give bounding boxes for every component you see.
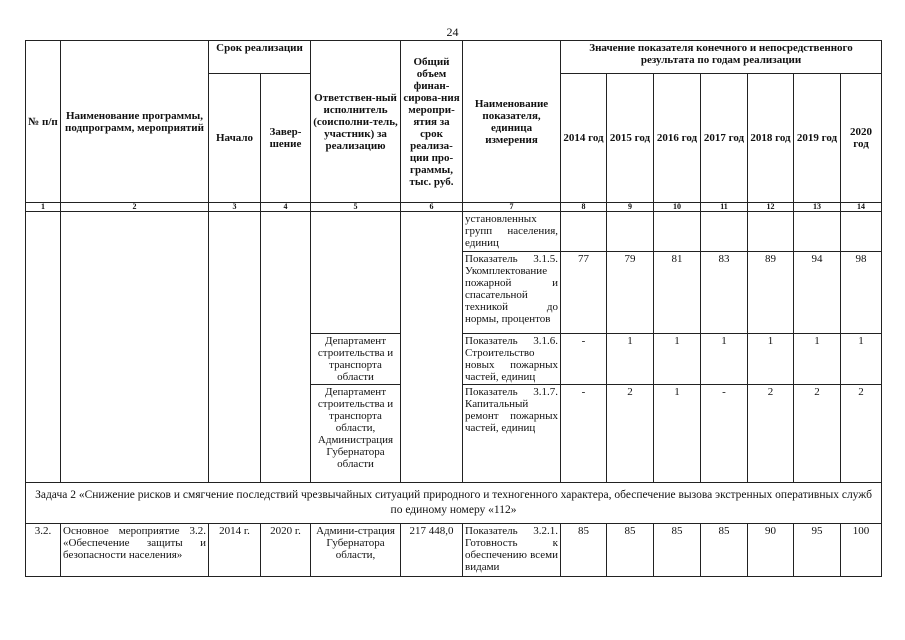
- cell-responsible: Департамент строительства и транспорта области, Администрация Губернатора области: [311, 385, 401, 483]
- section-title: Задача 2 «Снижение рисков и смягчение последствий чрезвычайных ситуаций природного и техногенного характера, обеспечение вызова экстренных оперативных служб по единому номеру «112»: [26, 483, 882, 524]
- cell-value: 1: [748, 334, 794, 385]
- column-number: 6: [401, 203, 463, 212]
- header-year: 2019 год: [794, 74, 841, 203]
- header-volume: Общий объем финан-сирова-ния меропри-ятия за срок реализа-ции про-граммы, тыс. руб.: [401, 41, 463, 203]
- cell-value: 1: [841, 334, 882, 385]
- cell-value: 2: [748, 385, 794, 483]
- column-number: 13: [794, 203, 841, 212]
- header-num: № п/п: [26, 41, 61, 203]
- cell-indicator: Показатель 3.2.1. Готовность к обеспечению всеми видами: [463, 524, 561, 577]
- column-number: 14: [841, 203, 882, 212]
- table-row: [26, 524, 882, 577]
- cell-indicator: Показатель 3.1.5. Укомплектование пожарной и спасательной техникой до нормы, процентов: [463, 252, 561, 334]
- cell-start: 2014 г.: [209, 524, 261, 577]
- cell-indicator: Показатель 3.1.7. Капитальный ремонт пожарных частей, единиц: [463, 385, 561, 483]
- cell-name: Основное мероприятие 3.2. «Обеспечение защиты и безопасности населения»: [61, 524, 209, 577]
- cell-value: 2: [607, 385, 654, 483]
- cell-name: [61, 212, 209, 483]
- cell-value: 85: [607, 524, 654, 577]
- cell-value: 90: [748, 524, 794, 577]
- header-term-end: Завер-шение: [261, 74, 311, 203]
- header-term: Срок реализации: [209, 41, 311, 74]
- cell-value: [701, 212, 748, 252]
- cell-value: -: [701, 385, 748, 483]
- header-year: 2015 год: [607, 74, 654, 203]
- column-number: 12: [748, 203, 794, 212]
- column-number: 1: [26, 203, 61, 212]
- cell-value: 85: [701, 524, 748, 577]
- cell-responsible: [311, 212, 401, 334]
- cell-value: [748, 212, 794, 252]
- cell-value: [561, 212, 607, 252]
- cell-responsible: Департамент строительства и транспорта области: [311, 334, 401, 385]
- cell-value: 2: [794, 385, 841, 483]
- column-number: 8: [561, 203, 607, 212]
- cell-value: 1: [607, 334, 654, 385]
- header-responsible: Ответствен-ный исполнитель (соисполни-тель, участник) за реализацию: [311, 41, 401, 203]
- cell-value: 1: [701, 334, 748, 385]
- cell-value: [654, 212, 701, 252]
- header-term-start: Начало: [209, 74, 261, 203]
- cell-value: 1: [794, 334, 841, 385]
- column-number: 7: [463, 203, 561, 212]
- column-number: 9: [607, 203, 654, 212]
- cell-value: 98: [841, 252, 882, 334]
- cell-value: 81: [654, 252, 701, 334]
- cell-start: [209, 212, 261, 483]
- header-year: 2020 год: [841, 74, 882, 203]
- cell-indicator: Показатель 3.1.6. Строительство новых пожарных частей, единиц: [463, 334, 561, 385]
- cell-value: 89: [748, 252, 794, 334]
- cell-end: 2020 г.: [261, 524, 311, 577]
- cell-indicator: установленных групп населения, единиц: [463, 212, 561, 252]
- cell-value: 85: [654, 524, 701, 577]
- header-year: 2017 год: [701, 74, 748, 203]
- cell-value: 94: [794, 252, 841, 334]
- cell-volume: [401, 212, 463, 483]
- cell-value: [794, 212, 841, 252]
- cell-value: 77: [561, 252, 607, 334]
- header-indicator: Наименование показателя, единица измерения: [463, 41, 561, 203]
- cell-responsible: Админи-страция Губернатора области,: [311, 524, 401, 577]
- cell-volume: 217 448,0: [401, 524, 463, 577]
- column-number: 5: [311, 203, 401, 212]
- cell-value: [607, 212, 654, 252]
- column-number: 2: [61, 203, 209, 212]
- cell-value: 79: [607, 252, 654, 334]
- header-row-1: [26, 41, 882, 74]
- header-year: 2016 год: [654, 74, 701, 203]
- cell-end: [261, 212, 311, 483]
- header-name: Наименование программы, подпрограмм, мероприятий: [61, 41, 209, 203]
- cell-value: 83: [701, 252, 748, 334]
- column-number: 11: [701, 203, 748, 212]
- header-year: 2014 год: [561, 74, 607, 203]
- cell-value: 2: [841, 385, 882, 483]
- cell-value: -: [561, 334, 607, 385]
- column-number: 3: [209, 203, 261, 212]
- column-numbers-row: [26, 203, 882, 212]
- cell-num: 3.2.: [26, 524, 61, 577]
- cell-value: 85: [561, 524, 607, 577]
- cell-value: [841, 212, 882, 252]
- section-row: [26, 483, 882, 524]
- program-table: [25, 40, 882, 577]
- header-year: 2018 год: [748, 74, 794, 203]
- table-row: [26, 212, 882, 252]
- cell-value: 100: [841, 524, 882, 577]
- page-number: 24: [446, 25, 459, 39]
- cell-value: 1: [654, 334, 701, 385]
- cell-num: [26, 212, 61, 483]
- cell-value: 95: [794, 524, 841, 577]
- column-number: 4: [261, 203, 311, 212]
- cell-value: -: [561, 385, 607, 483]
- cell-value: 1: [654, 385, 701, 483]
- header-values-group: Значение показателя конечного и непосредственного результата по годам реализации: [561, 41, 882, 74]
- column-number: 10: [654, 203, 701, 212]
